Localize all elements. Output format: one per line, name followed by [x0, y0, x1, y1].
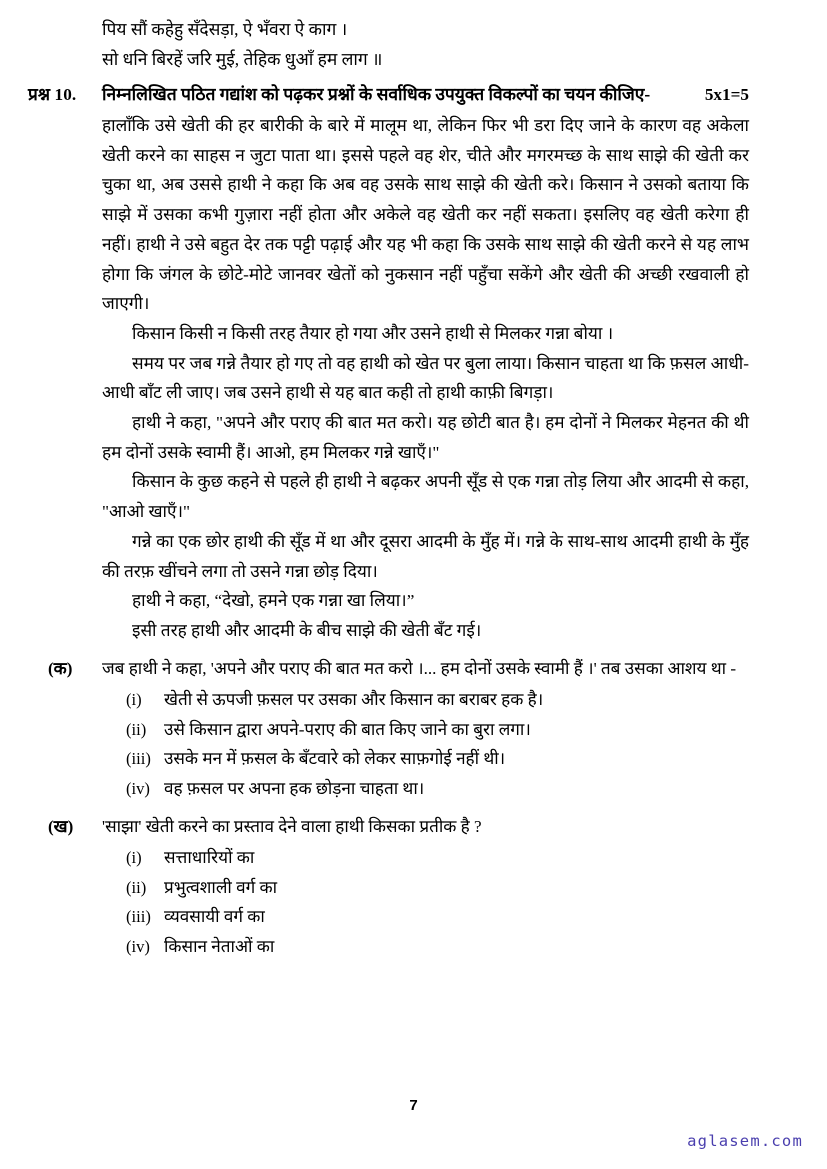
poem-line: सो धनि बिरहें जरि मुई, तेहिक धुआँ हम लाग ॥: [102, 49, 383, 69]
passage-paragraph: किसान किसी न किसी तरह तैयार हो गया और उसने हाथी से मिलकर गन्ना बोया ।: [132, 323, 614, 343]
watermark: aglasem.com: [687, 1132, 803, 1150]
reading-passage: [102, 111, 754, 646]
passage-paragraph: हाथी ने कहा, "अपने और पराए की बात मत करो। यह छोटी बात है। हम दोनों ने मिलकर मेहनत की थी हम दोनों उसके स्वामी हैं। आओ, हम मिलकर गन्ने खाएँ।": [102, 413, 754, 462]
option-text: वह फ़सल पर अपना हक छोड़ना चाहता था।: [164, 779, 425, 799]
question-number: प्रश्न 10.: [28, 85, 77, 104]
option-text: किसान नेताओं का: [164, 937, 275, 956]
option-number: (iv): [126, 779, 150, 799]
option-item[interactable]: [102, 873, 749, 903]
option-number: (iii): [126, 907, 151, 927]
poem-couplet: [28, 14, 749, 74]
sub-question-label: (क): [48, 658, 73, 678]
option-text: उसे किसान द्वारा अपने-पराए की बात किए जाने का बुरा लगा।: [164, 719, 531, 739]
option-text: व्यवसायी वर्ग का: [164, 907, 265, 927]
option-list: [102, 843, 749, 961]
question-marks: 5x1=5: [704, 85, 749, 104]
option-text: उसके मन में फ़सल के बँटवारे को लेकर साफ़गोई नहीं थी।: [164, 749, 506, 769]
poem-line: पिय सौं कहेहु सँदेसड़ा, ऐ भँवरा ऐ काग ।: [102, 19, 348, 39]
option-item[interactable]: [102, 774, 749, 804]
option-item[interactable]: [102, 685, 749, 715]
option-item[interactable]: [102, 902, 749, 932]
option-item[interactable]: [102, 715, 749, 745]
sub-question-body: [102, 812, 749, 962]
sub-question-ka: [28, 654, 749, 804]
option-number: (ii): [126, 719, 147, 739]
option-number: (i): [126, 848, 142, 868]
passage-paragraph: किसान के कुछ कहने से पहले ही हाथी ने बढ़कर अपनी सूँड से एक गन्ना तोड़ लिया और आदमी से कहा, "आओ खाएँ।": [102, 472, 754, 522]
passage-paragraph: गन्ने का एक छोर हाथी की सूँड में था और दूसरा आदमी के मुँह में। गन्ने के साथ-साथ आदमी हाथी के मुँह की तरफ़ खींचने लगा तो उसने गन्ना छोड़ दिया।: [102, 531, 754, 581]
option-text: खेती से ऊपजी फ़सल पर उसका और किसान का बराबर हक है।: [164, 690, 544, 710]
option-text: प्रभुत्वशाली वर्ग का: [164, 877, 278, 897]
option-number: (iv): [126, 937, 150, 956]
question-instruction: निम्नलिखित पठित गद्यांश को पढ़कर प्रश्नों के सर्वाधिक उपयुक्त विकल्पों का चयन कीजिए-: [102, 84, 651, 104]
sub-question-label: (ख): [48, 816, 74, 836]
option-list: [102, 685, 749, 803]
question-heading: [28, 79, 749, 110]
page-number: 7: [409, 1097, 418, 1114]
passage-paragraph: समय पर जब गन्ने तैयार हो गए तो वह हाथी को खेत पर बुला लाया। किसान चाहता था कि फ़सल आधी-आधी बाँट ली जाए। जब उसने हाथी से यह बात कही तो हाथी काफ़ी बिगड़ा।: [102, 353, 749, 403]
passage-paragraph: हाथी ने कहा, “देखो, हमने एक गन्ना खा लिया।”: [132, 591, 415, 611]
sub-question-kha: [28, 812, 749, 962]
option-number: (iii): [126, 749, 151, 769]
option-item[interactable]: [102, 932, 749, 962]
option-number: (i): [126, 690, 142, 710]
sub-question-text: 'साझा' खेती करने का प्रस्ताव देने वाला हाथी किसका प्रतीक है ?: [102, 816, 482, 836]
option-text: सत्ताधारियों का: [164, 848, 255, 868]
passage-paragraph: इसी तरह हाथी और आदमी के बीच साझे की खेती बँट गई।: [132, 620, 482, 640]
option-item[interactable]: [102, 843, 749, 873]
sub-question-text: जब हाथी ने कहा, 'अपने और पराए की बात मत करो ।... हम दोनों उसके स्वामी हैं ।' तब उसका आशय था -: [102, 658, 737, 678]
option-number: (ii): [126, 877, 147, 897]
passage-paragraph: हालाँकि उसे खेती की हर बारीकी के बारे में मालूम था, लेकिन फिर भी डरा दिए जाने के कारण वह अकेला खेती करने का साहस न जुटा पाता था। इससे पहले वह शेर, चीते और मगरमच्छ के साथ साझे की खेती कर चुका था, अब उससे हाथी ने कहा कि अब वह उसके साथ साझे की खेती करे। किसान ने उसको बताया कि साझे में उसका कभी गुज़ारा नहीं होता और अकेले वह खेती कर नहीं सकता। इसलिए वह खेती करेगा ही नहीं। हाथी ने उसे बहुत देर तक पट्टी पढ़ाई और यह भी कहा कि उसके साथ साझे की खेती करने से यह लाभ होगा कि जंगल के छोटे-मोटे जानवर खेतों को नुकसान नहीं पहुँचा सकेंगे और खेती की अच्छी रखवाली हो जाएगी।: [102, 116, 754, 314]
option-item[interactable]: [102, 744, 749, 774]
sub-question-body: [102, 654, 749, 804]
